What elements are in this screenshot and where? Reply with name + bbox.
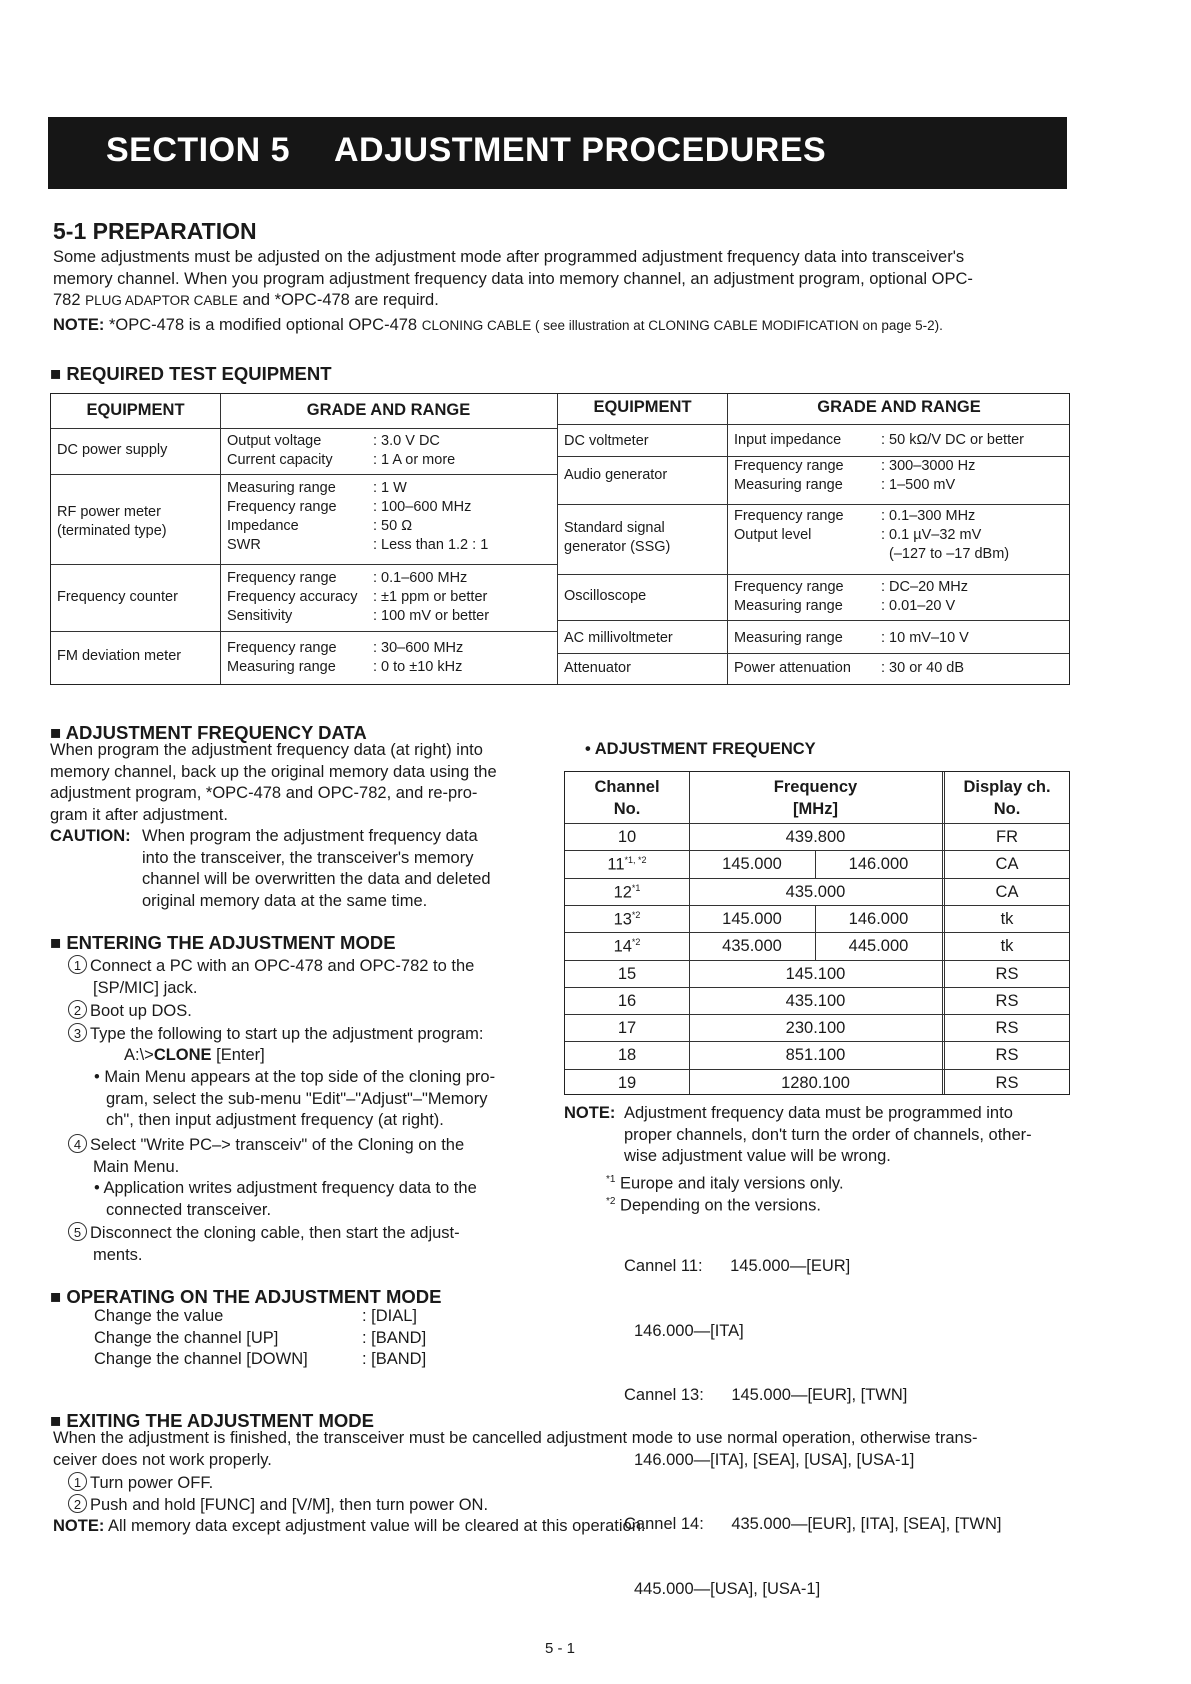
table-row: $11^{*1, *2}$ 145.000 146.000 CA: [565, 850, 1069, 879]
clone-command: A:\>CLONE [Enter]: [124, 1046, 265, 1064]
table-row: 13$^{*2}$ 145.000 146.000 tk: [565, 905, 1069, 934]
exit-step-1: 1 Turn power OFF.: [68, 1472, 213, 1495]
footnote-1: $^{*1}$ Europe and italy versions only.: [606, 1174, 844, 1193]
required-equipment-heading: ■ REQUIRED TEST EQUIPMENT: [50, 363, 332, 384]
caution-label: CAUTION:: [50, 827, 131, 845]
step-3-bullet: • Main Menu appears at the top side of the cloning pro- gram, select the sub-menu "Edit"–"Adjust"–"Memory ch", then input adjustment frequency (at right).: [94, 1068, 496, 1129]
table-row: 15 145.100 RS: [565, 960, 1069, 989]
caution-text: When program the adjustment frequency data into the transceiver, the transceiver's memory channel will be overwritten the data and deleted original memory data at the same time.: [142, 827, 491, 910]
equip-spec: Frequency range Measuring range: [227, 640, 337, 675]
equipment-table: EQUIPMENT GRADE AND RANGE EQUIPMENT GRADE AND RANGE DC power supply Output voltage Current capacity : 3.0 V DC : 1 A or more RF power meter (terminated type) Measuring range Frequency range Impedance SWR : 1 W : 100–600 MHz : 50 Ω : Less than 1.2 : 1 Frequency counter Frequency range Frequency accuracy Sensitivity : 0.1–600 MHz : ±1 ppm or better : 100 mV or better FM deviation meter Frequency range Measuring range : 30–600 MHz : 0 to ±10 kHz DC voltmeter Input impedance : 50 kΩ/V DC or better Audio generator Frequency range Measuring range : 300–3000 Hz : 1–500 mV Standard signal generator (SSG) Frequency range Output level : 0.1–300 MHz : 0.1 µV–32 mV (–127 to –17 dBm) Oscilloscope Frequency range Measuring range : DC–20 MHz : 0.01–20 V AC millivoltmeter Measuring range : 10 mV–10 V Attenuator Power attenuation : 30 or 40 dB: [50, 393, 1070, 685]
step-2: 2 Boot up DOS.: [68, 1000, 192, 1023]
table-row: 16 435.100 RS: [565, 987, 1069, 1016]
page-number: 5 - 1: [544, 1640, 575, 1657]
step-3: 3 Type the following to start up the adjustment program:: [68, 1023, 483, 1046]
step-1: 1 Connect a PC with an OPC-478 and OPC-782 to the [SP/MIC] jack.: [68, 955, 530, 999]
exiting-text: When the adjustment is finished, the transceiver must be cancelled adjustment mode to use normal operation, otherwise trans- ceiver does not work properly.: [53, 1429, 978, 1469]
adjustment-frequency-heading: • ADJUSTMENT FREQUENCY: [585, 740, 816, 758]
equip-spec: Measuring range: [734, 630, 843, 646]
preparation-heading: 5-1 PREPARATION: [53, 218, 257, 244]
table-row: 19 1280.100 RS: [565, 1069, 1069, 1098]
section-banner: [48, 117, 1067, 189]
equip-name: Standard signal generator (SSG): [564, 520, 671, 555]
operating-values: : [DIAL] : [BAND] : [BAND]: [362, 1307, 427, 1368]
exit-note: NOTE: All memory data except adjustment value will be cleared at this operation.: [53, 1517, 646, 1535]
equip-name: FM deviation meter: [57, 648, 182, 664]
exit-step-2: 2 Push and hold [FUNC] and [V/M], then turn power ON.: [68, 1494, 488, 1517]
table-row: 12$^{*1}$ 435.000 CA: [565, 878, 1069, 907]
step-5: 5 Disconnect the cloning cable, then start the adjust- ments.: [68, 1222, 530, 1266]
table-row: 14$^{*2}$ 435.000 445.000 tk: [565, 932, 1069, 961]
equip-spec: Frequency range Measuring range: [734, 579, 844, 614]
step-4-bullet: • Application writes adjustment frequency data to the connected transceiver.: [94, 1179, 477, 1219]
equip-name: Frequency counter: [57, 589, 178, 605]
table-row: 18 851.100 RS: [565, 1041, 1069, 1070]
equip-spec: Input impedance: [734, 432, 842, 448]
table-note-label: NOTE:: [564, 1104, 616, 1122]
equip-name: DC voltmeter: [564, 433, 649, 449]
table-note: Adjustment frequency data must be programmed into proper channels, don't turn the order of channels, other- wise adjustment value will be wrong.: [624, 1104, 1032, 1165]
equip-spec: Output voltage Current capacity: [227, 433, 333, 468]
equip-name: Audio generator: [564, 467, 668, 483]
version-list: Cannel 11: 145.000—[EUR] 146.000—[ITA] Cannel 13: 145.000—[EUR], [TWN] 146.000—[ITA], [SEA], [USA], [USA-1] Cannel 14: 435.000—[EUR], [ITA], [SEA], [TWN] 445.000—[USA], [USA-1]: [624, 1257, 1002, 1598]
equip-spec: Frequency range Frequency accuracy Sensitivity: [227, 570, 358, 624]
equip-spec: Power attenuation: [734, 660, 851, 676]
entering-heading: ■ ENTERING THE ADJUSTMENT MODE: [50, 932, 396, 953]
equip-spec: Frequency range Output level: [734, 508, 844, 543]
equip-spec: Measuring range Frequency range Impedance SWR: [227, 480, 337, 553]
equip-name: DC power supply: [57, 442, 168, 458]
operating-keys: Change the value Change the channel [UP] Change the channel [DOWN]: [94, 1307, 308, 1368]
table-row: 17 230.100 RS: [565, 1014, 1069, 1043]
equip-name: Attenuator: [564, 660, 631, 676]
operating-heading: ■ OPERATING ON THE ADJUSTMENT MODE: [50, 1286, 442, 1307]
afd-text: When program the adjustment frequency data (at right) into memory channel, back up the original memory data using the adjustment program, *OPC-478 and OPC-782, and re-pro- gram it after adjustment.: [50, 741, 497, 824]
table-row: 10 439.800 FR: [565, 823, 1069, 852]
preparation-text: Some adjustments must be adjusted on the adjustment mode after programmed adjustment frequency data into transceiver's memory channel. When you program adjustment frequency data into memory channel, an adjustment program, optional OPC- 782 PLUG ADAPTOR CABLE and *OPC-478 are requird. NOTE: *OPC-478 is a modified optional OPC-478 CLONING CABLE ( see illustration at CLONING CABLE MODIFICATION on page 5-2).: [53, 248, 973, 334]
footnote-2: $^{*2}$ Depending on the versions.: [606, 1196, 821, 1215]
section-title: ADJUSTMENT PROCEDURES: [334, 131, 827, 169]
section-number: SECTION 5: [106, 131, 290, 169]
equip-name: Oscilloscope: [564, 588, 647, 604]
equip-name: AC millivoltmeter: [564, 630, 673, 646]
equip-spec: Frequency range Measuring range: [734, 458, 844, 493]
step-4: 4 Select "Write PC–> transceiv" of the Cloning on the Main Menu.: [68, 1134, 530, 1178]
exiting-heading: ■ EXITING THE ADJUSTMENT MODE: [50, 1410, 374, 1431]
adjustment-frequency-data-heading: ■ ADJUSTMENT FREQUENCY DATA: [50, 722, 367, 743]
equip-name: RF power meter (terminated type): [57, 504, 167, 539]
adjustment-frequency-table: Channel No. Frequency [MHz] Display ch. No. 10 439.800 FR $11^{*1, *2}$ 145.000 146.000 CA 12$^{*1}$ 435.000 CA 13$^{*2}$ 145.000 146.000 tk 14$^{*2}$ 435.000 445.000 tk 15 145.100 RS 16 435.100 RS 17 230.100 RS 18 851.100 RS 19 1280.100 RS: [564, 771, 1070, 1095]
